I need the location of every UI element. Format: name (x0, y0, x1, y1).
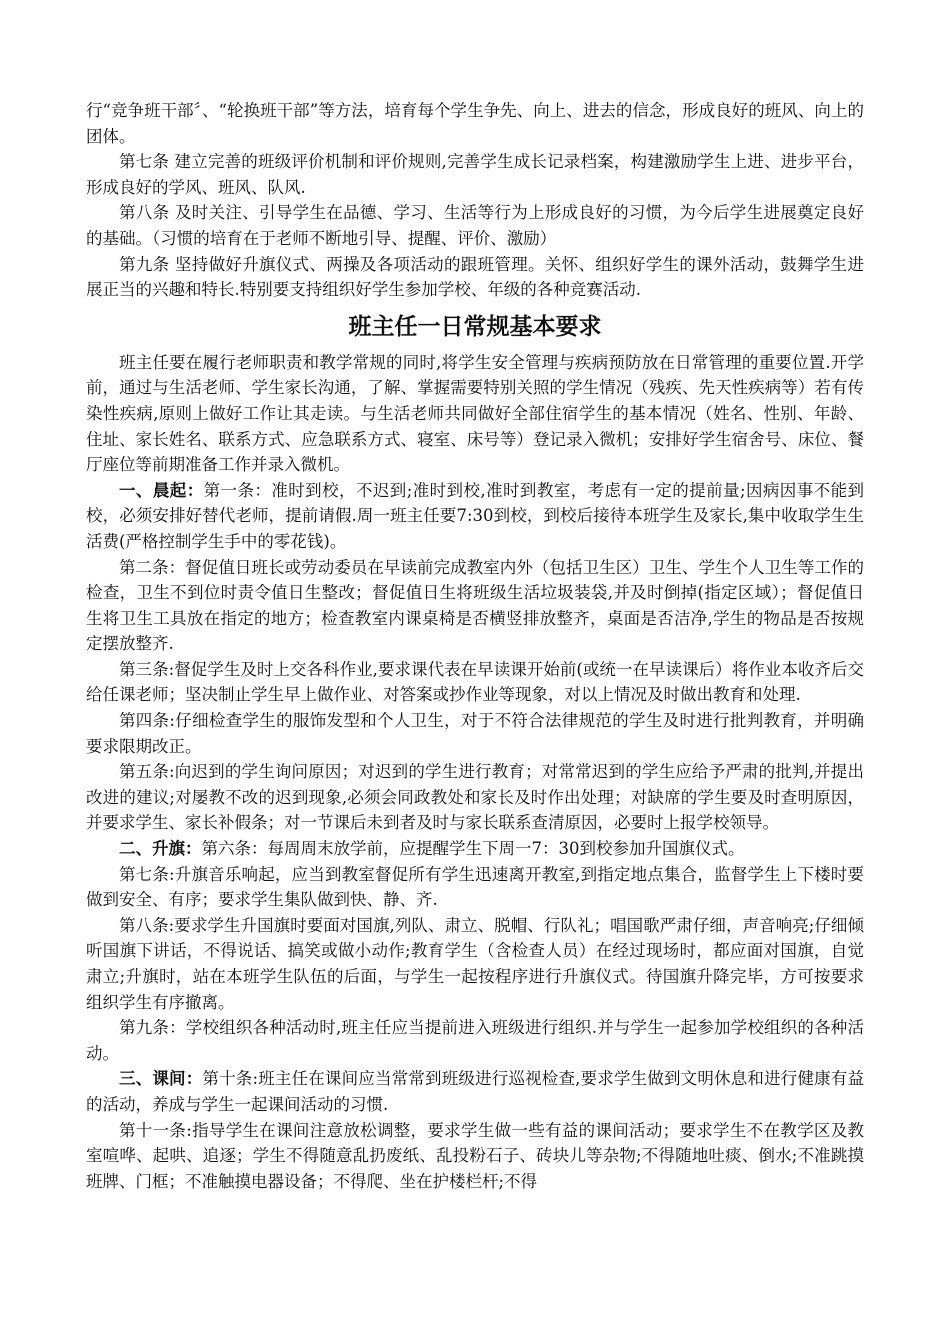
section-heading-flag: 二、升旗： (119, 839, 202, 859)
section-break-text: 第十条:班主任在课间应当常常到班级进行巡视检查,要求学生做到文明休息和进行健康有益的活动，养成与学生一起课间活动的习惯. (86, 1069, 865, 1114)
article-8-paragraph: 第八条 及时关注、引导学生在品德、学习、生活等行为上形成良好的习惯，为今后学生进展奠定良好的基础。（习惯的培育在于老师不断地引导、提醒、评价、激励） (86, 203, 864, 248)
section-morning-text: 第一条：准时到校，不迟到;准时到校,准时到教室，考虑有一定的提前量;因病因事不能到校，必须安排好替代老师，提前请假.周一班主任要7:30到校，到校后接待本班学生及家长,集中收取学生生活费(严格控制学生手中的零花钱)。 (86, 480, 864, 551)
section-flag-lead (86, 836, 864, 862)
article-7-paragraph: 第七条 建立完善的班级评价机制和评价规则,完善学生成长记录档案，构建激励学生上进、进步平台，形成良好的学风、班风、队风. (86, 152, 864, 197)
section-morning-lead (86, 478, 864, 555)
article-9-paragraph: 第九条 坚持做好升旗仪式、两操及各项活动的跟班管理。关怀、组织好学生的课外活动，鼓舞学生进展正当的兴趣和特长.特别要支持组织好学生参加学校、年级的各种竞赛活动. (86, 254, 864, 300)
section-flag-text: 第六条：每周周末放学前，应提醒学生下周一7：30到校参加升国旗仪式。 (201, 839, 745, 859)
morning-item: 第二条：督促值日班长或劳动委员在早读前完成教室内外（包括卫生区）卫生、学生个人卫生等工作的检查，卫生不到位时责令值日生整改；督促值日生将班级生活垃圾装袋,并及时倒掉(指定区域）；督促值日生将卫生工具放在指定的地方；检查教室内课桌椅是否横竖排放整齐，桌面是否洁净,学生的物品是否按规定摆放整齐. (86, 557, 864, 654)
morning-item: 第五条:向迟到的学生询问原因；对迟到的学生进行教育；对常常迟到的学生应给予严肃的批判,并提出改进的建议;对屡教不改的迟到现象,必须会同政教处和家长及时作出处理；对缺席的学生要及时查明原因，并要求学生、家长补假条；对一节课后未到者及时与家长联系查清原因，必要时上报学校领导。 (86, 762, 864, 833)
section-heading-morning: 一、晨起： (119, 480, 204, 500)
break-item: 第十一条:指导学生在课间注意放松调整，要求学生做一些有益的课间活动；要求学生不在教学区及教室喧哗、起哄、追逐；学生不得随意乱扔废纸、乱投粉石子、砖块儿等杂物;不得随地吐痰、倒水;不准跳摸班牌、门框；不准触摸电器设备；不得爬、坐在护楼栏杆;不得 (86, 1120, 864, 1191)
section-break-lead (86, 1066, 864, 1117)
flag-item: 第七条:升旗音乐响起，应当到教室督促所有学生迅速离开教室,到指定地点集合，监督学生上下楼时要做到安全、有序；要求学生集队做到快、静、齐. (86, 864, 864, 910)
section-heading-break: 三、课间： (119, 1069, 203, 1089)
morning-item: 第三条:督促学生及时上交各科作业,要求课代表在早读课开始前(或统一在早读课后）将作业本收齐后交给任课老师；坚决制止学生早上做作业、对答案或抄作业等现象，对以上情况及时做出教育和处理. (86, 659, 864, 705)
morning-item: 第四条:仔细检查学生的服饰发型和个人卫生，对于不符合法律规范的学生及时进行批判教育，并明确要求限期改正。 (86, 711, 864, 756)
flag-item: 第八条:要求学生升国旗时要面对国旗,列队、肃立、脱帽、行队礼；唱国歌严肃仔细，声音响亮;仔细倾听国旗下讲话，不得说话、搞笑或做小动作;教育学生（含检查人员）在经过现场时，都应面对国旗，自觉肃立;升旗时，站在本班学生队伍的后面，与学生一起按程序进行升旗仪式。待国旗升降完毕，方可按要求组织学生有序撤离。 (86, 915, 864, 1012)
continued-paragraph: 行“竞争班干部〞、“轮换班干部”等方法，培育每个学生争先、向上、进去的信念，形成良好的班风、向上的团体。 (86, 101, 864, 146)
flag-item: 第九条：学校组织各种活动时,班主任应当提前进入班级进行组织.并与学生一起参加学校组织的各种活动。 (86, 1018, 864, 1063)
intro-paragraph: 班主任要在履行老师职责和教学常规的同时,将学生安全管理与疾病预防放在日常管理的重要位置.开学前，通过与生活老师、学生家长沟通，了解、掌握需要特别关照的学生情况（残疾、先天性疾病等）若有传染性疾病,原则上做好工作让其走读。与生活老师共同做好全部住宿学生的基本情况（姓名、性别、年龄、住址、家长姓名、联系方式、应急联系方式、寝室、床号等）登记录入微机；安排好学生宿舍号、床位、餐厅座位等前期准备工作并录入微机。 (86, 352, 864, 475)
section-title: 班主任一日常规基本要求 (348, 313, 602, 340)
